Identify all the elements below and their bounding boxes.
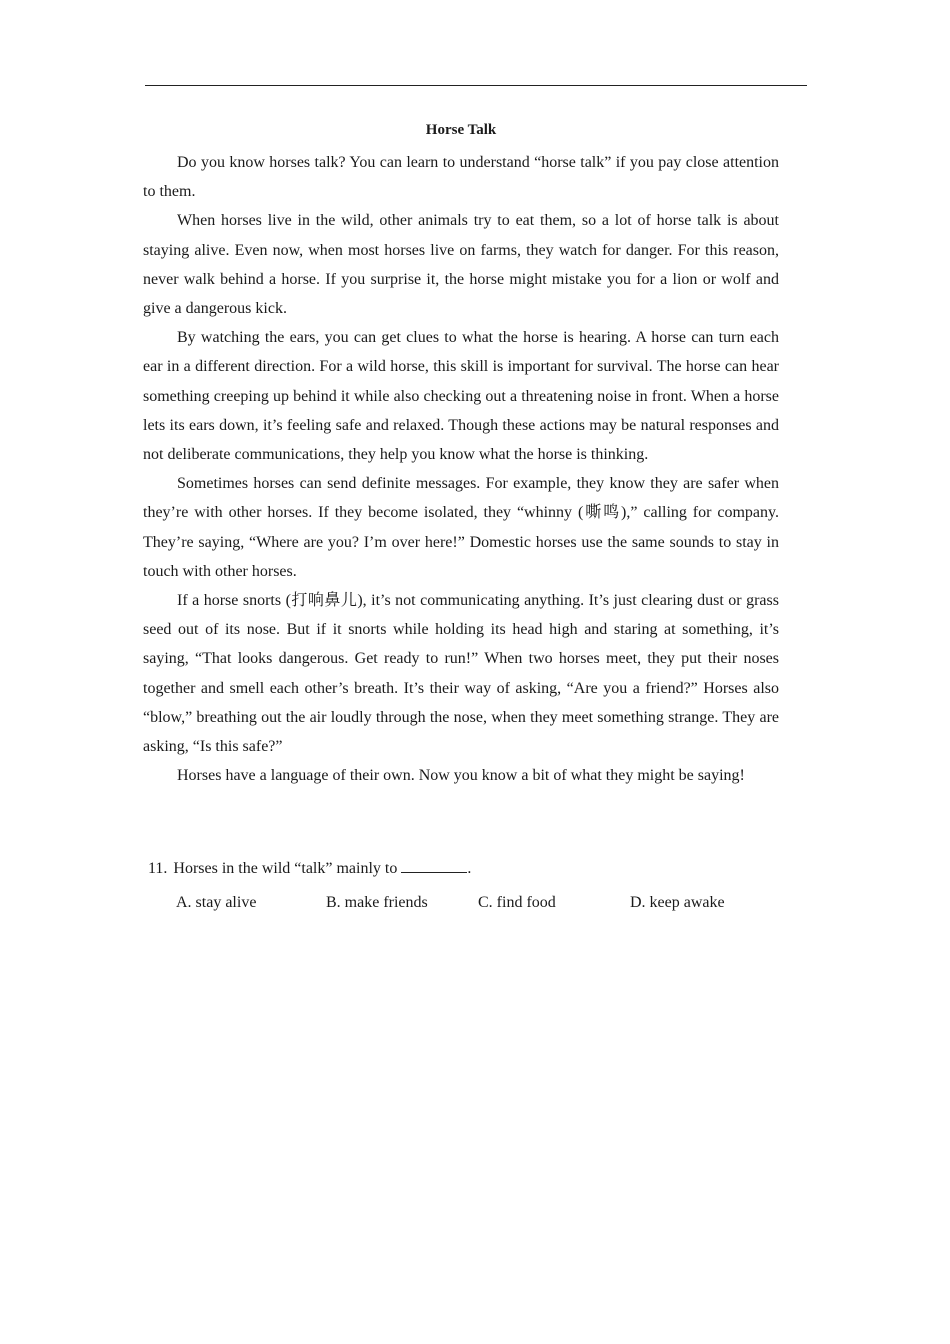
paragraph-4: Sometimes horses can send definite messages. For example, they know they are safer when they’re with other horses. If they become isolated, they “whinny (嘶鸣),” calling for company. They’re saying, “Where are you? I’m over here!” Domestic horses use the same sounds to stay in touch with other horses. [143,475,779,580]
paragraph-2: When horses live in the wild, other animals try to eat them, so a lot of horse talk is about staying alive. Even now, when most horses live on farms, they watch for danger. For this reason, never walk behind a horse. If you surprise it, the horse might mistake you for a lion or wolf and give a dangerous kick. [143,212,779,318]
paragraph-1: Do you know horses talk? You can learn to understand “horse talk” if you pay close attention to them. [143,154,779,201]
answer-options [148,894,788,922]
question-number: 11. [148,860,168,877]
question-stem-line [148,856,788,882]
option-d[interactable]: D. keep awake [630,894,725,911]
paragraph-5: If a horse snorts (打响鼻儿), it’s not communicating anything. It’s just clearing dust or grass seed out of its nose. But if it snorts while holding its head high and staring at something, it’s saying, “That looks dangerous. Get ready to run!” When two horses meet, they put their noses together and smell each other’s breath. It’s their way of asking, “Are you a friend?” Horses also “blow,” breathing out the air loudly through the nose, when they meet something strange. They are asking, “Is this safe?” [143,592,779,756]
question-stem: Horses in the wild “talk” mainly to [173,860,398,877]
option-c[interactable]: C. find food [478,894,556,911]
question-11 [148,856,788,922]
passage-title: Horse Talk [425,122,497,138]
answer-blank[interactable] [401,858,467,873]
option-a[interactable]: A. stay alive [176,894,257,911]
top-rule [145,85,807,86]
reading-passage [143,118,779,790]
option-b[interactable]: B. make friends [326,894,428,911]
paragraph-3: By watching the ears, you can get clues to what the horse is hearing. A horse can turn each ear in a different direction. For a wild horse, this skill is important for survival. The horse can hear something creeping up behind it while also checking out a threatening noise in front. When a horse lets its ears down, it’s feeling safe and relaxed. Though these actions may be natural responses and not deliberate communications, they help you know what the horse is thinking. [143,329,779,464]
paragraph-6: Horses have a language of their own. Now you know a bit of what they might be saying! [177,767,745,785]
question-end-punct: . [467,860,472,877]
